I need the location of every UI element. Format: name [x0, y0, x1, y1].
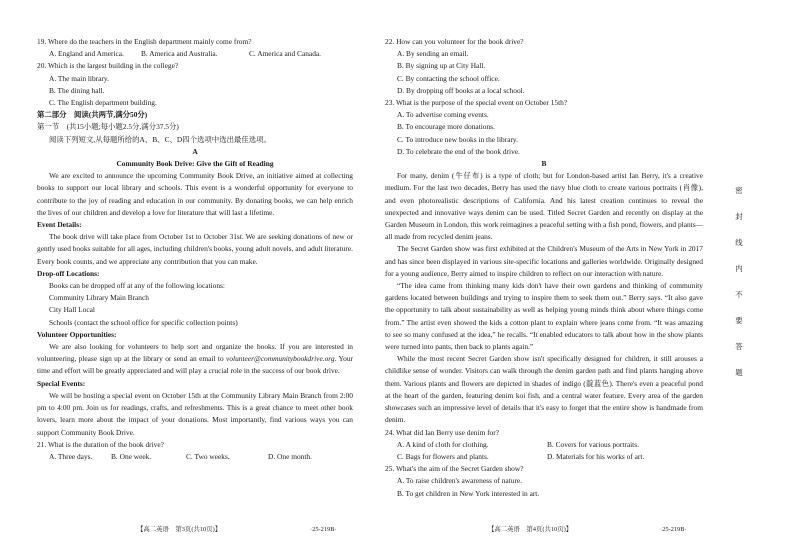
- option-a: A. To raise children's awareness of nature.: [397, 476, 523, 486]
- option-c: C. By contacting the school office.: [397, 73, 500, 83]
- seal-char: 题: [735, 368, 743, 377]
- passage-b-paragraph-4: While the most recent Secret Garden show isn't specifically designed for children, it still arouses a childlike sense of wonder. Visitors can walk through the denim garden path and find plants hanging above them. Various plants and flowers are depicted in shades of indigo (靛蓝色). There's even a peaceful pond at the heart of the garden, featuring denim koi fish, and a central water feature. Every area of the garden showcases such an impressive level of details that it's easy to forget that the entire show is handmade from denim.: [385, 354, 703, 425]
- volunteer-text-end: . Your time and effort will be greatly appreciated and will play a crucial role in the success of our book drive.: [37, 354, 353, 376]
- option-b: B. To get children in New York interested in art.: [397, 488, 540, 498]
- page-code-left: ·25-219B·: [310, 526, 337, 533]
- option-b: B. Covers for various portraits.: [547, 439, 639, 449]
- option-a: A. Three days.: [49, 451, 93, 461]
- question-21: 21. What is the duration of the book drive?: [37, 439, 164, 449]
- question-21-options: [37, 451, 353, 463]
- volunteer-heading: Volunteer Opportunities:: [37, 329, 117, 339]
- question-24-options-cd: [385, 451, 703, 463]
- question-19: 19. Where do the teachers in the English department mainly come from?: [37, 37, 252, 46]
- option-b: B. One week.: [111, 451, 152, 461]
- passage-letter: B: [541, 159, 547, 169]
- volunteer-paragraph: [37, 341, 353, 378]
- seal-char: 要: [735, 316, 743, 325]
- option-c: C. Bags for flowers and plants.: [397, 451, 489, 461]
- special-events-paragraph: We will be hosting a special event on October 15th at the Community Library Main Branch from 2:00 pm to 4:00 pm. Join us for readings, crafts, and refreshments. This is a great chance to meet other book lovers, learn more about the impact of your donations. Most importantly, find various ways you can support Community Book Drive.: [37, 390, 353, 437]
- option-b: B. To encourage more donations.: [397, 122, 495, 132]
- question-22: 22. How can you volunteer for the book drive?: [385, 37, 524, 46]
- option-b: B. By signing up at City Hall.: [397, 61, 486, 71]
- left-column: [37, 36, 353, 463]
- event-details-heading: Event Details:: [37, 220, 82, 230]
- option-c: C. The English department building.: [49, 98, 157, 108]
- question-19-options: [37, 48, 353, 60]
- intro-paragraph: We are excited to announce the upcoming Community Book Drive, an initiative aimed at collecting books to support our local library and schools. This event is a wonderful opportunity for everyone to contribute to the joy of reading and education in our community. By donating books, we can help enrich the lives of our children and develop a love for literature that will last a lifetime.: [37, 171, 353, 217]
- question-23: 23. What is the purpose of the special event on October 15th?: [385, 98, 568, 108]
- page-code-right: ·25-219B·: [660, 526, 687, 533]
- option-c: C. To introduce new books in the library.: [397, 134, 518, 144]
- question-24: 24. What did Ian Berry use denim for?: [385, 427, 499, 437]
- seal-char: 不: [735, 290, 743, 299]
- option-b: B. The dining hall.: [49, 85, 105, 95]
- instruction: 阅读下列短文,从每题所给的A、B、C、D四个选项中选出最佳选项。: [49, 134, 271, 144]
- page-footer-right: 【高二英语 第4页(共10页)】: [488, 526, 573, 533]
- seal-char: 内: [735, 264, 743, 273]
- option-c: C. Two weeks.: [186, 451, 230, 461]
- seal-char: 线: [735, 238, 743, 247]
- option-d: D. By dropping off books at a local school.: [397, 85, 525, 95]
- volunteer-email: volunteer@communitybookdrive.org: [226, 354, 335, 364]
- option-d: D. One month.: [268, 451, 312, 461]
- right-column: [385, 36, 703, 500]
- option-a: A. A kind of cloth for clothing.: [397, 439, 489, 449]
- volunteer-text: We are also looking for volunteers to help sort and organize the books. If you are interested in volunteering, please sign up at the library or send an email to: [37, 342, 353, 364]
- passage-b-paragraph-2: The Secret Garden show was first exhibited at the Children's Museum of the Arts in New York in 2017 and has since been displayed in various site-specific locations and galleries worldwide. Originally designed for a young audience, Berry aimed to inspire children to reflect on our interaction with nature.: [385, 244, 703, 278]
- dropoff-item: City Hall Local: [49, 305, 95, 315]
- option-c: C. America and Canada.: [249, 49, 322, 59]
- option-a: A. The main library.: [49, 73, 109, 83]
- question-25: 25. What's the aim of the Secret Garden show?: [385, 464, 524, 474]
- option-a: A. To advertise coming events.: [397, 110, 489, 120]
- dropoff-heading: Drop-off Locations:: [37, 268, 100, 278]
- question-20: 20. Which is the largest building in the college?: [37, 61, 179, 71]
- event-details-paragraph: The book drive will take place from October 1st to October 31st. We are seeking donations of new or gently used books suitable for all ages, including children's books, young adult novels, and adult literature. Every book counts, and we appreciate any contribution that you can make.: [37, 232, 353, 266]
- dropoff-item: Community Library Main Branch: [49, 293, 149, 303]
- option-d: D. Materials for his works of art.: [547, 451, 645, 461]
- passage-title: Community Book Drive: Give the Gift of Reading: [116, 159, 274, 169]
- passage-letter: A: [192, 146, 198, 156]
- subsection-heading: 第一节 (共15小题;每小题2.5分,满分37.5分): [37, 122, 179, 132]
- dropoff-item: Schools (contact the school office for specific collection points): [49, 317, 238, 327]
- option-a: A. England and America.: [49, 49, 124, 59]
- seal-char: 答: [735, 342, 743, 351]
- option-b: B. America and Australia.: [141, 49, 218, 59]
- special-events-heading: Special Events:: [37, 378, 86, 388]
- dropoff-intro: Books can be dropped off at any of the following locations:: [49, 281, 225, 291]
- question-24-options-ab: [385, 439, 703, 451]
- seal-char: 密: [735, 186, 743, 195]
- passage-b-paragraph-1: For many, denim (牛仔布) is a type of cloth; but for London-based artist Ian Berry, it's a creative medium. For the last two decades, Berry has used the navy blue cloth to create various portraits (肖像), and even photorealistic descriptions of California. And his latest creation continues to reveal the unexpected and innovative ways denim can be used. Titled Secret Garden and recently on display at the Garden Museum in London, this work reimagines a peaceful setting with a fish pond, flowers, and plants—all made from recycled denim jeans.: [385, 171, 703, 242]
- option-d: D. To celebrate the end of the book drive.: [397, 146, 520, 156]
- passage-b-paragraph-3: “The idea came from thinking many kids don't have their own gardens and thinking of community gardens located between buildings and trying to inspire them to seek them out.” Berry says. “It also gave the opportunity to talk about sustainability as well as helping young minds think about where things come from.” The artist even showed the kids a cotton plant to explain where jeans come from. “It was amazing to see so many confused at the idea,” he recalls. “It enabled educators to talk about how in the show plants were turned into pants, then back to plants again.”: [385, 281, 703, 352]
- section-heading: 第二部分 阅读(共两节,满分50分): [37, 110, 148, 120]
- page-footer-left: 【高二英语 第3页(共10页)】: [137, 526, 222, 533]
- seal-char: 封: [735, 212, 743, 221]
- seal-line-notice: [733, 185, 745, 393]
- option-a: A. By sending an email.: [397, 49, 469, 59]
